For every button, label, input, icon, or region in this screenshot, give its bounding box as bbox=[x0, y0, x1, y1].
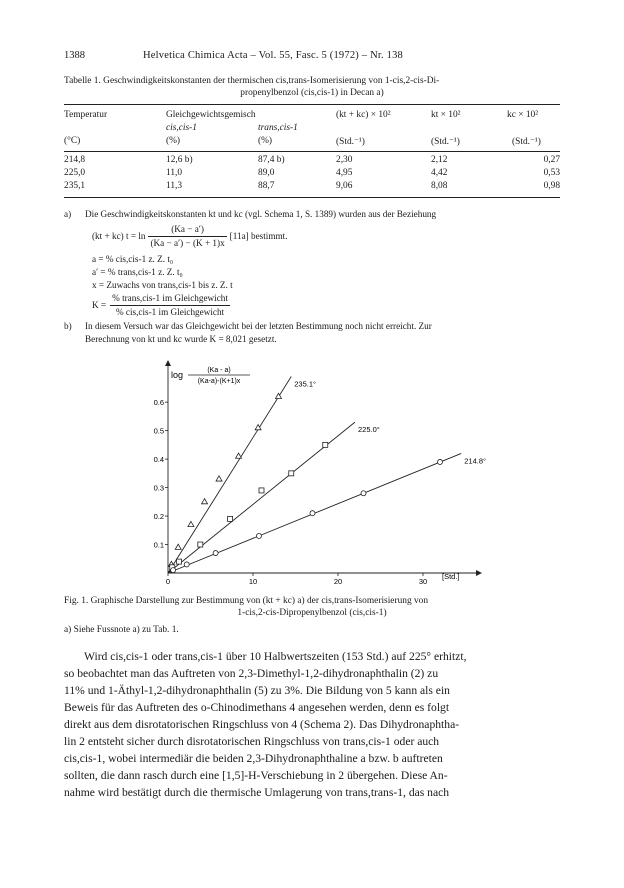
col-header-kt: kt × 10² bbox=[431, 110, 461, 120]
cell-temp: 225,0 bbox=[64, 168, 86, 178]
table-body bbox=[64, 155, 560, 194]
body-paragraph bbox=[64, 648, 560, 801]
table-caption-line-1: Tabelle 1. Geschwindigkeitskonstanten der thermischen cis,trans-Isomerisierung von 1-cis,2-cis-Di- bbox=[64, 76, 440, 86]
table-top-rule bbox=[64, 104, 560, 105]
circle-marker bbox=[171, 568, 176, 573]
footnote-b-line-1: In diesem Versuch war das Gleichgewicht bei der letzten Bestimmung noch nicht erreicht. Zur bbox=[85, 321, 432, 331]
body-line: nahme wird bestätigt durch die thermische Umlagerung von trans,trans-1, das nach bbox=[64, 786, 450, 799]
k-numerator: % trans,cis-1 im Gleichgewicht bbox=[110, 292, 230, 306]
body-line: lin 2 entsteht sicher durch disrotatorischen Ringschluss von trans,cis-1 oder auch bbox=[64, 735, 440, 748]
x-tick-label: 20 bbox=[333, 577, 343, 586]
y-axis-arrow bbox=[165, 360, 171, 366]
body-line: direkt aus dem disrotatorischen Ringschluss von 4 (Schema 2). Das Dihydronaphtha- bbox=[64, 718, 460, 731]
cell-kt: 2,12 bbox=[431, 155, 448, 165]
equation-lhs: (kt + kc) t = ln bbox=[92, 230, 146, 241]
table-caption-line-2: propenylbenzol (cis,cis-1) in Decan a) bbox=[240, 88, 384, 98]
square-marker bbox=[289, 471, 294, 476]
cell-sum: 2,30 bbox=[336, 155, 353, 165]
figure-caption-line-1: Fig. 1. Graphische Darstellung zur Bestimmung von (kt + kc) a) der cis,trans-Isomerisierung von bbox=[64, 596, 429, 606]
circle-marker bbox=[213, 551, 218, 556]
definition-k bbox=[92, 292, 230, 318]
square-marker bbox=[177, 559, 182, 564]
y-tick-label: 0.6 bbox=[153, 398, 164, 408]
table-mid-rule bbox=[64, 151, 560, 152]
cell-cc: 11,0 bbox=[166, 168, 183, 178]
cell-kc: 0,53 bbox=[543, 168, 560, 178]
running-header: Helvetica Chimica Acta – Vol. 55, Fasc. 5 (1972) – Nr. 138 bbox=[143, 50, 403, 61]
square-marker bbox=[198, 542, 203, 547]
circle-marker bbox=[310, 511, 315, 516]
col-header-kc: kc × 10² bbox=[507, 110, 539, 120]
unit-pct-1: (%) bbox=[166, 136, 181, 146]
table-row bbox=[64, 181, 560, 194]
figure-caption-line-2: 1-cis,2-cis-Dipropenylbenzol (cis,cis-1) bbox=[237, 608, 387, 618]
rate-plot bbox=[140, 360, 500, 590]
x-tick-label: 30 bbox=[418, 577, 428, 586]
table-row bbox=[64, 155, 560, 168]
square-marker bbox=[259, 488, 264, 493]
y-tick-label: 0.1 bbox=[153, 540, 164, 550]
circle-marker bbox=[361, 491, 366, 496]
cell-sum: 4,95 bbox=[336, 168, 353, 178]
k-fraction bbox=[110, 292, 230, 318]
page-number: 1388 bbox=[64, 50, 85, 61]
y-tick-label: 0.3 bbox=[153, 483, 164, 493]
equation-reference: [11a] bestimmt. bbox=[229, 230, 288, 241]
cell-sum: 9,06 bbox=[336, 181, 353, 191]
cell-temp: 214,8 bbox=[64, 155, 86, 165]
triangle-marker bbox=[216, 476, 222, 481]
cell-cc: 11,3 bbox=[166, 181, 183, 191]
equation-denominator: (Ka − a′) − (K + 1)x bbox=[150, 237, 225, 248]
col-header-temperature: Temperatur bbox=[64, 110, 108, 120]
cell-tc: 89,0 bbox=[258, 168, 275, 178]
unit-temp: (°C) bbox=[64, 136, 81, 146]
k-denominator: % cis,cis-1 im Gleichgewicht bbox=[115, 306, 225, 317]
equation-numerator: (Ka − a′) bbox=[148, 223, 226, 237]
x-axis-label: [Std.] bbox=[442, 572, 460, 581]
cell-cc: 12,6 b) bbox=[166, 155, 193, 165]
series-label: 214.8° bbox=[464, 456, 487, 466]
footnote-b-line-2: Berechnung von kt und kc wurde K = 8,021 gesetzt. bbox=[85, 334, 277, 344]
footnote-b-mark: b) bbox=[64, 321, 72, 331]
x-tick-label: 10 bbox=[248, 577, 258, 586]
col-sub-cis-cis: cis,cis-1 bbox=[166, 123, 197, 133]
body-line: Beweis für das Auftreten des o-Chinodimethans 4 angesehen werden, denn es folgt bbox=[64, 701, 450, 714]
cell-kt: 4,42 bbox=[431, 168, 448, 178]
body-line: sollten, die dann rasch durch eine [1,5]-H-Verschiebung in 2 übergehen. Diese An- bbox=[64, 769, 448, 782]
body-line: so beobachtet man das Auftreten von 2,3-Dimethyl-1,2-dihydronaphthalin (2) zu bbox=[64, 667, 439, 680]
footnote-a-text: Die Geschwindigkeitskonstanten kt und kc (vgl. Schema 1, S. 1389) wurden aus der Beziehung bbox=[85, 209, 437, 219]
cell-temp: 235,1 bbox=[64, 181, 86, 191]
k-lhs: K = bbox=[92, 299, 107, 310]
cell-tc: 87,4 b) bbox=[258, 155, 285, 165]
chart-series bbox=[168, 377, 486, 573]
unit-per-hour-3: (Std.⁻¹) bbox=[512, 137, 541, 147]
y-axis-label-denominator: (Ka-a)-(K+1)x bbox=[197, 378, 241, 385]
body-line: 11% und 1-Äthyl-1,2-dihydronaphthalin (5) zu 3%. Die Bildung von 5 kann als ein bbox=[64, 684, 450, 697]
definition-x: x = Zuwachs von trans,cis-1 bis z. Z. t bbox=[92, 280, 233, 290]
y-axis-label-prefix: log bbox=[171, 370, 184, 380]
y-tick-label: 0.2 bbox=[153, 512, 164, 522]
circle-marker bbox=[184, 562, 189, 567]
unit-pct-2: (%) bbox=[258, 136, 273, 146]
table-bottom-rule bbox=[64, 197, 560, 198]
unit-per-hour-1: (Std.⁻¹) bbox=[336, 137, 365, 147]
col-sub-trans-cis: trans,cis-1 bbox=[258, 123, 298, 133]
cell-kc: 0,27 bbox=[543, 155, 560, 165]
body-line: cis,cis-1, wobei intermediär die beiden 2,3-Dihydronaphthaline a bzw. b auftreten bbox=[64, 752, 443, 765]
definition-a: a = % cis,cis-1 z. Z. t₀ bbox=[92, 254, 174, 264]
body-line: Wird cis,cis-1 oder trans,cis-1 über 10 Halbwertszeiten (153 Std.) auf 225° erhitzt, bbox=[84, 650, 467, 663]
triangle-marker bbox=[175, 544, 181, 549]
triangle-marker bbox=[188, 521, 194, 526]
y-tick-label: 0.5 bbox=[153, 426, 164, 436]
table-row bbox=[64, 168, 560, 181]
square-marker bbox=[323, 442, 328, 447]
equation-fraction bbox=[148, 223, 226, 249]
circle-marker bbox=[256, 533, 261, 538]
definition-a-prime: a′ = % trans,cis-1 z. Z. t₀ bbox=[92, 267, 183, 277]
square-marker bbox=[228, 516, 233, 521]
footnote-a-mark: a) bbox=[64, 209, 72, 219]
rate-equation bbox=[92, 223, 288, 249]
chart-axes bbox=[154, 360, 482, 586]
unit-per-hour-2: (Std.⁻¹) bbox=[431, 137, 460, 147]
y-tick-label: 0.4 bbox=[153, 455, 164, 465]
circle-marker bbox=[438, 459, 443, 464]
x-axis-arrow bbox=[476, 570, 482, 576]
triangle-marker bbox=[236, 453, 242, 458]
series-label: 225.0° bbox=[358, 425, 380, 435]
triangle-marker bbox=[202, 499, 208, 504]
figure-footnote: a) Siehe Fussnote a) zu Tab. 1. bbox=[64, 625, 179, 635]
cell-tc: 88,7 bbox=[258, 181, 275, 191]
x-tick-label: 0 bbox=[165, 577, 171, 586]
col-header-equilibrium: Gleichgewichtsgemisch bbox=[166, 110, 256, 120]
cell-kt: 8,08 bbox=[431, 181, 448, 191]
y-axis-label-numerator: (Ka - a) bbox=[207, 367, 231, 374]
col-header-kt-plus-kc: (kt + kc) × 10² bbox=[336, 110, 391, 120]
series-line bbox=[168, 377, 291, 573]
series-label: 235.1° bbox=[294, 379, 317, 389]
cell-kc: 0,98 bbox=[543, 181, 560, 191]
